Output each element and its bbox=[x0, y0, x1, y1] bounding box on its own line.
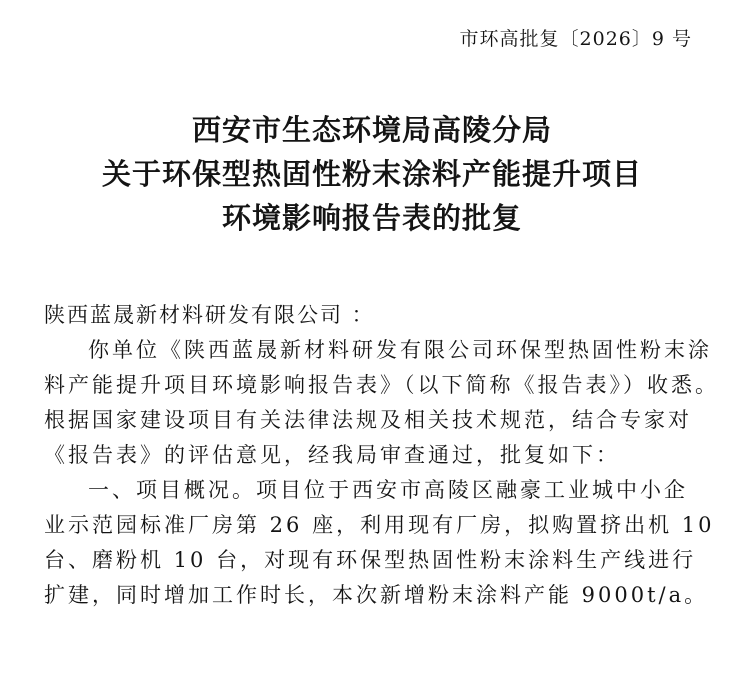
title-line-3: 环境影响报告表的批复 bbox=[221, 201, 522, 235]
paragraph-project-overview bbox=[44, 473, 715, 613]
title-line-2: 关于环保型热固性粉末涂料产能提升项目 bbox=[101, 157, 642, 191]
document-number: 市环高批复〔2026〕9 号 bbox=[459, 28, 692, 50]
addressee: 陕西蓝晟新材料研发有限公司 ： bbox=[44, 303, 375, 327]
paragraph-line: 一、项目概况。项目位于西安市高陵区融豪工业城中小企 bbox=[88, 478, 688, 502]
document-title bbox=[0, 108, 744, 240]
document-body bbox=[44, 298, 719, 613]
paragraph-line: 《报告表》的评估意见，经我局审查通过，批复如下： bbox=[44, 443, 620, 467]
paragraph-line: 扩建，同时增加工作时长，本次新增粉末涂料产能 9000t/a。 bbox=[44, 583, 709, 607]
paragraph-line: 你单位《陕西蓝晟新材料研发有限公司环保型热固性粉末涂 bbox=[88, 338, 712, 362]
paragraph-line: 业示范园标准厂房第 26 座，利用现有厂房，拟购置挤出机 10 bbox=[44, 513, 715, 537]
paragraph-intro bbox=[44, 333, 719, 473]
paragraph-line: 台、磨粉机 10 台，对现有环保型热固性粉末涂料生产线进行 bbox=[44, 548, 697, 572]
title-line-1: 西安市生态环境局高陵分局 bbox=[191, 113, 552, 147]
paragraph-line: 根据国家建设项目有关法律法规及相关技术规范，结合专家对 bbox=[44, 408, 692, 432]
paragraph-line: 料产能提升项目环境影响报告表》（以下简称《报告表》）收悉。 bbox=[44, 373, 719, 397]
